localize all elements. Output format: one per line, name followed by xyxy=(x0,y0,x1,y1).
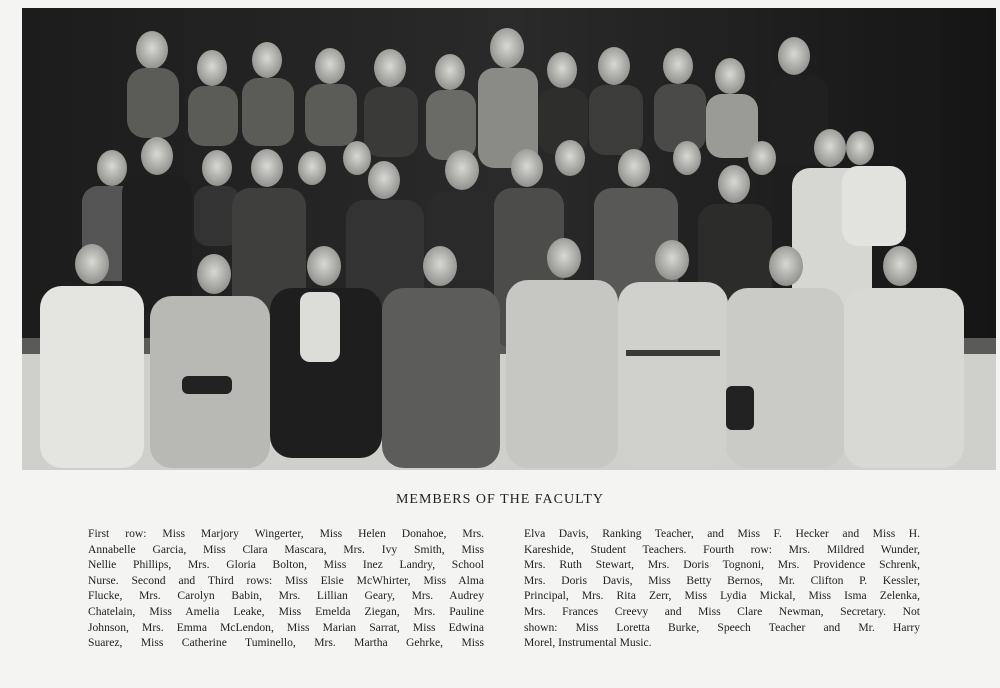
caption-line: Kareshide, Student Teachers. Fourth row: Mrs. Mildred Wunder, xyxy=(524,542,920,556)
caption-line: Nellie Phillips, Mrs. Gloria Bolton, Miss Inez Landry, School xyxy=(88,558,484,572)
caption-line: Mrs. Frances Creevy and Miss Clare Newman, Secretary. Not xyxy=(524,604,920,618)
caption-line: Annabelle Garcia, Miss Clara Mascara, Mrs. Ivy Smith, Miss xyxy=(88,542,484,556)
caption-line: Chatelain, Miss Amelia Leake, Miss Emelda Ziegan, Mrs. Pauline xyxy=(88,604,484,618)
caption-line: Nurse. Second and Third rows: Miss Elsie McWhirter, Miss Alma xyxy=(88,573,484,587)
caption-right-column xyxy=(524,526,920,651)
caption-line: Principal, Mrs. Rita Zerr, Miss Lydia Mickal, Miss Isma Zelenka, xyxy=(524,589,920,603)
caption-line: Johnson, Mrs. Emma McLendon, Miss Marian Sarrat, Miss Edwina xyxy=(88,620,484,634)
caption-line: shown: Miss Loretta Burke, Speech Teacher and Mr. Harry xyxy=(524,620,920,634)
faculty-photo xyxy=(22,8,996,470)
caption-left-column xyxy=(88,526,484,651)
caption-line: First row: Miss Marjory Wingerter, Miss Helen Donahoe, Mrs. xyxy=(88,527,484,540)
caption-title: MEMBERS OF THE FACULTY xyxy=(395,492,605,507)
caption-line: Elva Davis, Ranking Teacher, and Miss F. Hecker and Miss H. xyxy=(524,527,920,540)
caption-line: Suarez, Miss Catherine Tuminello, Mrs. Martha Gehrke, Miss xyxy=(88,636,484,650)
faculty-photo-illustration xyxy=(22,8,996,470)
caption-line: Flucke, Mrs. Carolyn Babin, Mrs. Lillian Geary, Mrs. Audrey xyxy=(88,589,484,603)
caption-line: Mrs. Doris Davis, Miss Betty Bernos, Mr. Clifton P. Kessler, xyxy=(524,573,920,587)
caption-line: Morel, Instrumental Music. xyxy=(524,636,652,650)
caption-line: Mrs. Ruth Stewart, Mrs. Doris Tognoni, Mrs. Providence Schrenk, xyxy=(524,558,920,572)
